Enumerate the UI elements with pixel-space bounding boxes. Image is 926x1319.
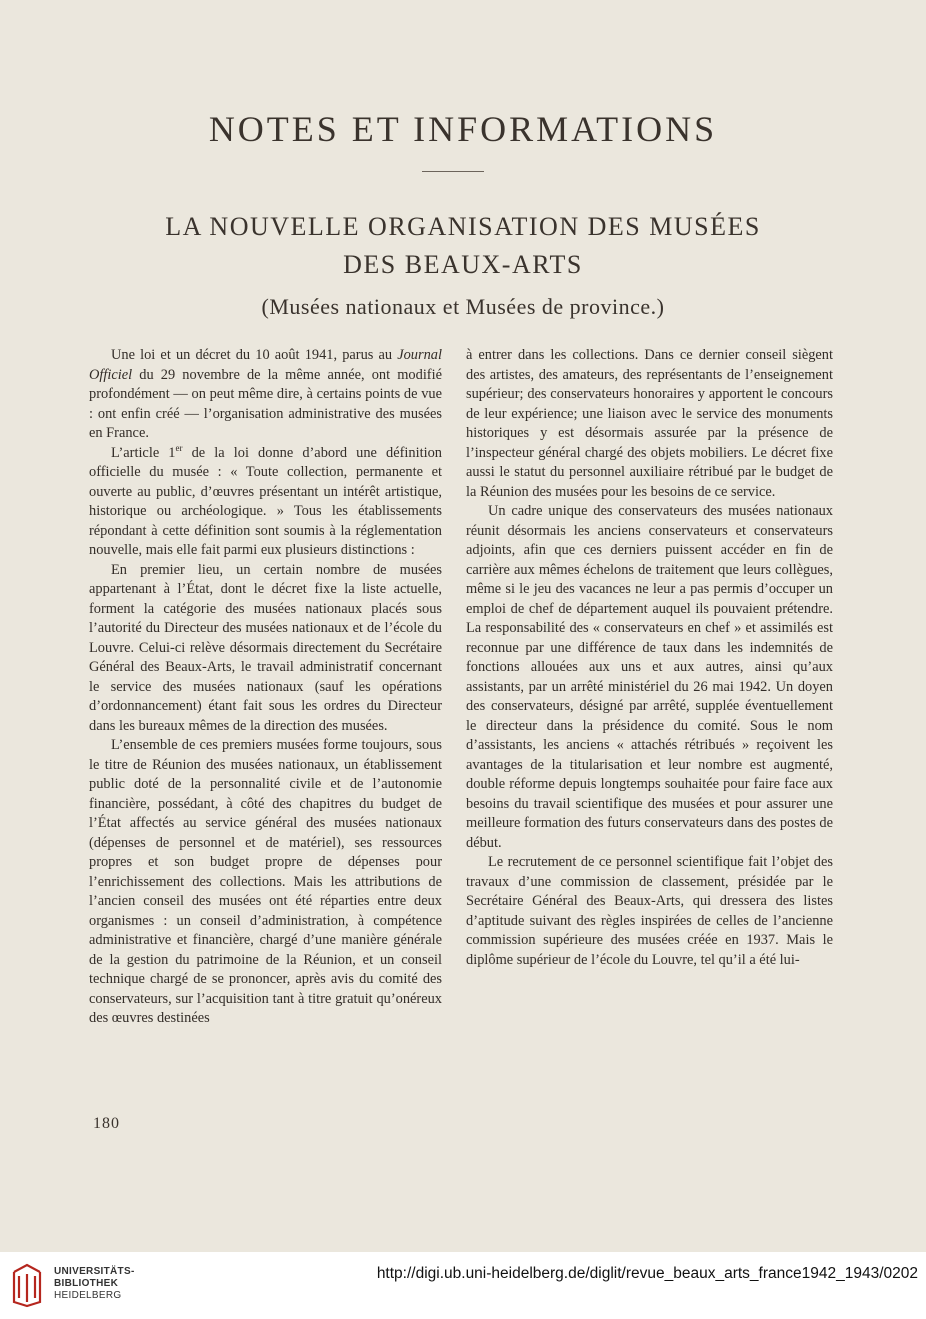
paragraph: Une loi et un décret du 10 août 1941, parus au Journal Officiel du 29 novembre de la même année, ont modifié profondément — on peut même dire, à certains points de vue : ont enfin créé — l’organisation administrative des musées en France. bbox=[89, 347, 442, 441]
article-subtitle: (Musées nationaux et Musées de province.) bbox=[261, 294, 665, 319]
right-text-column bbox=[466, 346, 833, 970]
paragraph: Un cadre unique des conservateurs des musées nationaux réunit désormais les anciens conservateurs et conservateurs adjoints, afin que ces derniers puissent accéder en fin de carrière aux mêmes échelons de traitement que leurs collègues, même si le jeu des vacances ne leur a pas permis d’occuper un emploi de chef de département auquel ils pouvaient prétendre. La responsabilité des « conservateurs en chef » et assimilés est reconnue par une différence de taux dans les indemnités de fonctions allouées aux uns et aux autres, ainsi qu’aux assistants, par un arrêté ministériel du 26 mai 1942. Un doyen des conservateurs, désigné par arrêté, supplée éventuellement le directeur dans la présidence du comité. Sous le nom d’assistants, les anciens « attachés rétribués » reçoivent les avantages de la titularisation et leur nombre est augmenté, double réforme depuis longtemps souhaitée pour faire face aux besoins du travail scientifique des musées et pour assurer une meilleure formation des futurs conservateurs dans des postes de début. bbox=[466, 503, 833, 851]
left-text-column bbox=[89, 346, 442, 1029]
paragraph: Le recrutement de ce personnel scientifique fait l’objet des travaux d’une commission de classement, présidée par le Secrétaire Général des Beaux-Arts, qui dressera des listes d’aptitude suivant des règles inspirées de celles de l’ancienne commission supérieure des musées créée en 1937. Mais le diplôme supérieur de l’école du Louvre, tel qu’il a été lui- bbox=[466, 854, 833, 968]
section-title: NOTES ET INFORMATIONS bbox=[208, 109, 718, 149]
library-name: UNIVERSITÄTS- BIBLIOTHEK HEIDELBERG bbox=[54, 1266, 135, 1301]
page-number: 180 bbox=[93, 1115, 120, 1132]
article-title-line-1: LA NOUVELLE ORGANISATION DES MUSÉES bbox=[165, 212, 761, 241]
paragraph: L’article 1er de la loi donne d’abord une définition officielle du musée : « Toute collection, permanente et ouverte au public, d’œuvres présentant un intérêt artistique, historique ou archéologique. » Tous les établissements répondant à cette définition sont soumis à la réglementation nouvelle, mais elle fait parmi eux plusieurs distinctions : bbox=[89, 442, 442, 558]
title-divider bbox=[422, 171, 484, 172]
paragraph: L’ensemble de ces premiers musées forme toujours, sous le titre de Réunion des musées nationaux, un établissement public doté de la personnalité civile et de l’autonomie financière, possédant, à côté des chapitres du budget de l’État affectés au service général des musées nationaux (dépenses de personnel et de matériel), ses ressources propres et son budget propre de dépenses pour l’enrichissement des collections. Mais les attributions de l’ancien conseil des musées ont été réparties entre deux organismes : un conseil d’administration, à compétence administrative et financière, chargé d’une manière générale de la gestion du patrimoine de la Réunion, et un conseil technique chargé de se prononcer, après avis du comité des conservateurs, sur l’acquisition tant à titre gratuit qu’onéreux des œuvres destinées bbox=[89, 737, 442, 1026]
digitization-footer bbox=[0, 1252, 926, 1319]
paragraph: à entrer dans les collections. Dans ce dernier conseil siègent des artistes, des amateurs, des représentants de l’enseignement supérieur; des conservateurs honoraires y apportent le concours de leur expérience; une liaison avec le service des monuments historiques y est désormais assurée par la présence de l’inspecteur général chargé des objets mobiliers. Le décret fixe aussi le statut du personnel auxiliaire rétribué par le budget de la Réunion des musées pour les besoins de ce service. bbox=[466, 347, 833, 500]
article-title-line-2: DES BEAUX-ARTS bbox=[343, 250, 583, 279]
university-library-logo-icon bbox=[10, 1262, 44, 1308]
paragraph: En premier lieu, un certain nombre de musées appartenant à l’État, dont le décret fixe la liste actuelle, forment la catégorie des musées nationaux placés sous l’autorité du Directeur des musées nationaux et de l’école du Louvre. Celui-ci relève désormais directement du Secrétaire Général des Beaux-Arts, le travail administratif concernant le service des musées nationaux (sauf les opérations d’ordonnancement) étant fait sous les ordres du Directeur dans les bureaux mêmes de la direction des musées. bbox=[89, 561, 442, 734]
journal-name: Journal Officiel bbox=[89, 347, 442, 383]
source-url-link[interactable]: http://digi.ub.uni-heidelberg.de/diglit/revue_beaux_arts_france1942_1943/0202 bbox=[376, 1265, 918, 1282]
